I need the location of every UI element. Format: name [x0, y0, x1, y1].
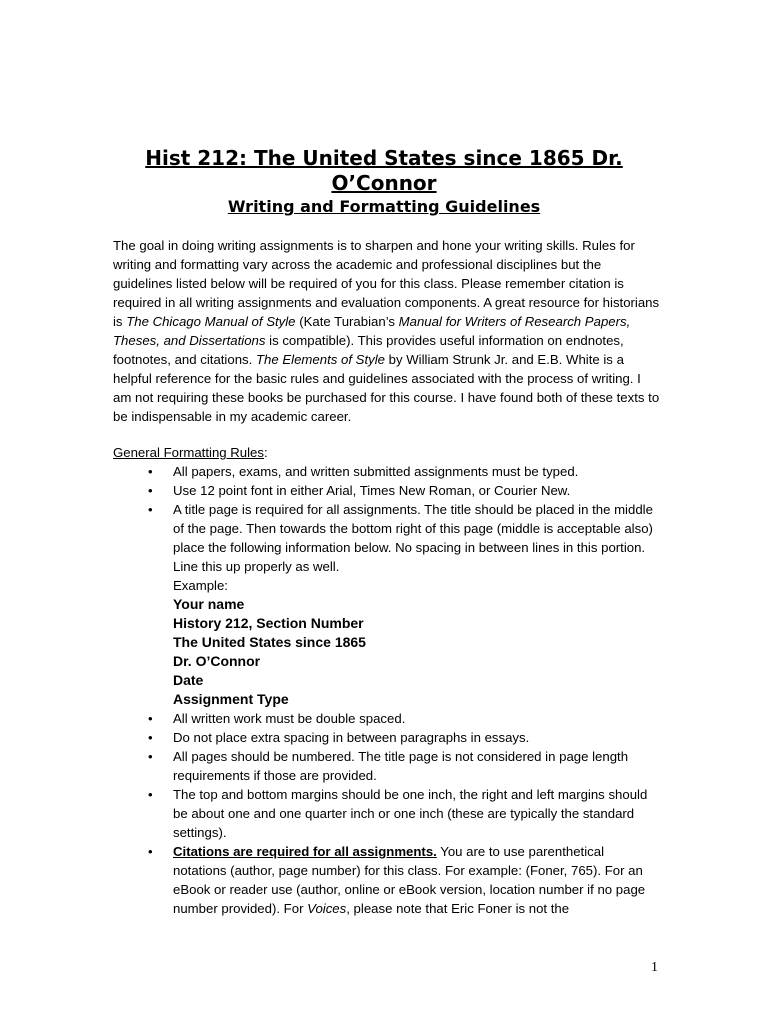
title-page-info-line: Assignment Type [173, 691, 289, 707]
chicago-manual-title: The Chicago Manual of Style [126, 314, 296, 329]
general-rules-heading-colon: : [264, 445, 268, 460]
citations-text-2: , please note that Eric Foner is not the [346, 901, 570, 916]
title-page-info-line: Dr. O’Connor [173, 653, 261, 669]
title-page-info-line: Date [173, 672, 204, 688]
bullet-icon: • [148, 711, 153, 726]
rule-item [148, 481, 661, 500]
voices-title: Voices [307, 901, 347, 916]
title-block [100, 146, 668, 218]
turabian-manual-title: Manual for Writers of Research Papers, Theses, and Dissertations [113, 314, 631, 348]
rule-text: The top and bottom margins should be one inch, the right and left margins should be about one and one quarter inch or one inch (these are typically the standard settings). [173, 787, 648, 840]
rule-text: All written work must be double spaced. [173, 711, 406, 726]
page-number: 1 [651, 960, 658, 975]
title-page-info-line: Your name [173, 596, 245, 612]
bullet-icon: • [148, 464, 153, 479]
rule-text: A title page is required for all assignments. The title should be placed in the middle of the page. Then towards the bottom right of this page (middle is acceptable also) place the following information below. No spacing in between lines in this portion. Line this up properly as well. [173, 502, 653, 574]
citations-text-1: You are to use parenthetical notations (author, page number) for this class. For example: (Foner, 765). For an eBook or reader use (author, online or eBook version, location number if no page number provided). For [173, 844, 646, 916]
bullet-icon: • [148, 483, 153, 498]
general-rules-heading [113, 443, 661, 462]
general-rules-list [113, 462, 661, 918]
example-label: Example: [173, 578, 228, 593]
intro-paragraph [113, 236, 661, 426]
bullet-icon: • [148, 730, 153, 745]
bullet-icon: • [148, 787, 153, 802]
document-subtitle: Writing and Formatting Guidelines [227, 197, 541, 216]
rule-text: Use 12 point font in either Arial, Times New Roman, or Courier New. [173, 483, 571, 498]
document-title: Hist 212: The United States since 1865 Dr. O’Connor [145, 146, 623, 195]
rule-item [148, 500, 661, 709]
intro-text-2: (Kate Turabian’s [295, 314, 399, 329]
rule-item [148, 462, 661, 481]
rule-item [148, 709, 661, 728]
bullet-icon: • [148, 502, 153, 517]
rule-text: All pages should be numbered. The title page is not considered in page length requirements if those are provided. [173, 749, 629, 783]
citations-lead: Citations are required for all assignments. [173, 844, 437, 859]
title-page-info-line: The United States since 1865 [173, 634, 366, 650]
rule-text: Do not place extra spacing in between paragraphs in essays. [173, 730, 530, 745]
rule-item [148, 747, 661, 785]
general-rules-heading-label: General Formatting Rules [113, 445, 264, 460]
elements-of-style-title: The Elements of Style [255, 352, 385, 367]
rule-text: All papers, exams, and written submitted assignments must be typed. [173, 464, 579, 479]
document-body [113, 236, 661, 918]
rule-item [148, 785, 661, 842]
intro-text-1: The goal in doing writing assignments is to sharpen and hone your writing skills. Rules for writing and formatting vary across the academic and professional disciplines but the guidelines listed below will be required of you for this class. Please remember citation is required in all writing assignments and evaluation components. A great resource for historians is [113, 238, 660, 329]
bullet-icon: • [148, 749, 153, 764]
bullet-icon: • [148, 844, 153, 859]
rule-item-citations [148, 842, 661, 918]
intro-text-4: by William Strunk Jr. and E.B. White is a helpful reference for the basic rules and guidelines associated with the process of writing. I am not requiring these books be purchased for this course. I have found both of these texts to be indispensable in my academic career. [113, 352, 660, 424]
intro-text-3: is compatible). This provides useful information on endnotes, footnotes, and citations. [113, 333, 624, 367]
title-page-info-line: History 212, Section Number [173, 615, 364, 631]
rule-item [148, 728, 661, 747]
